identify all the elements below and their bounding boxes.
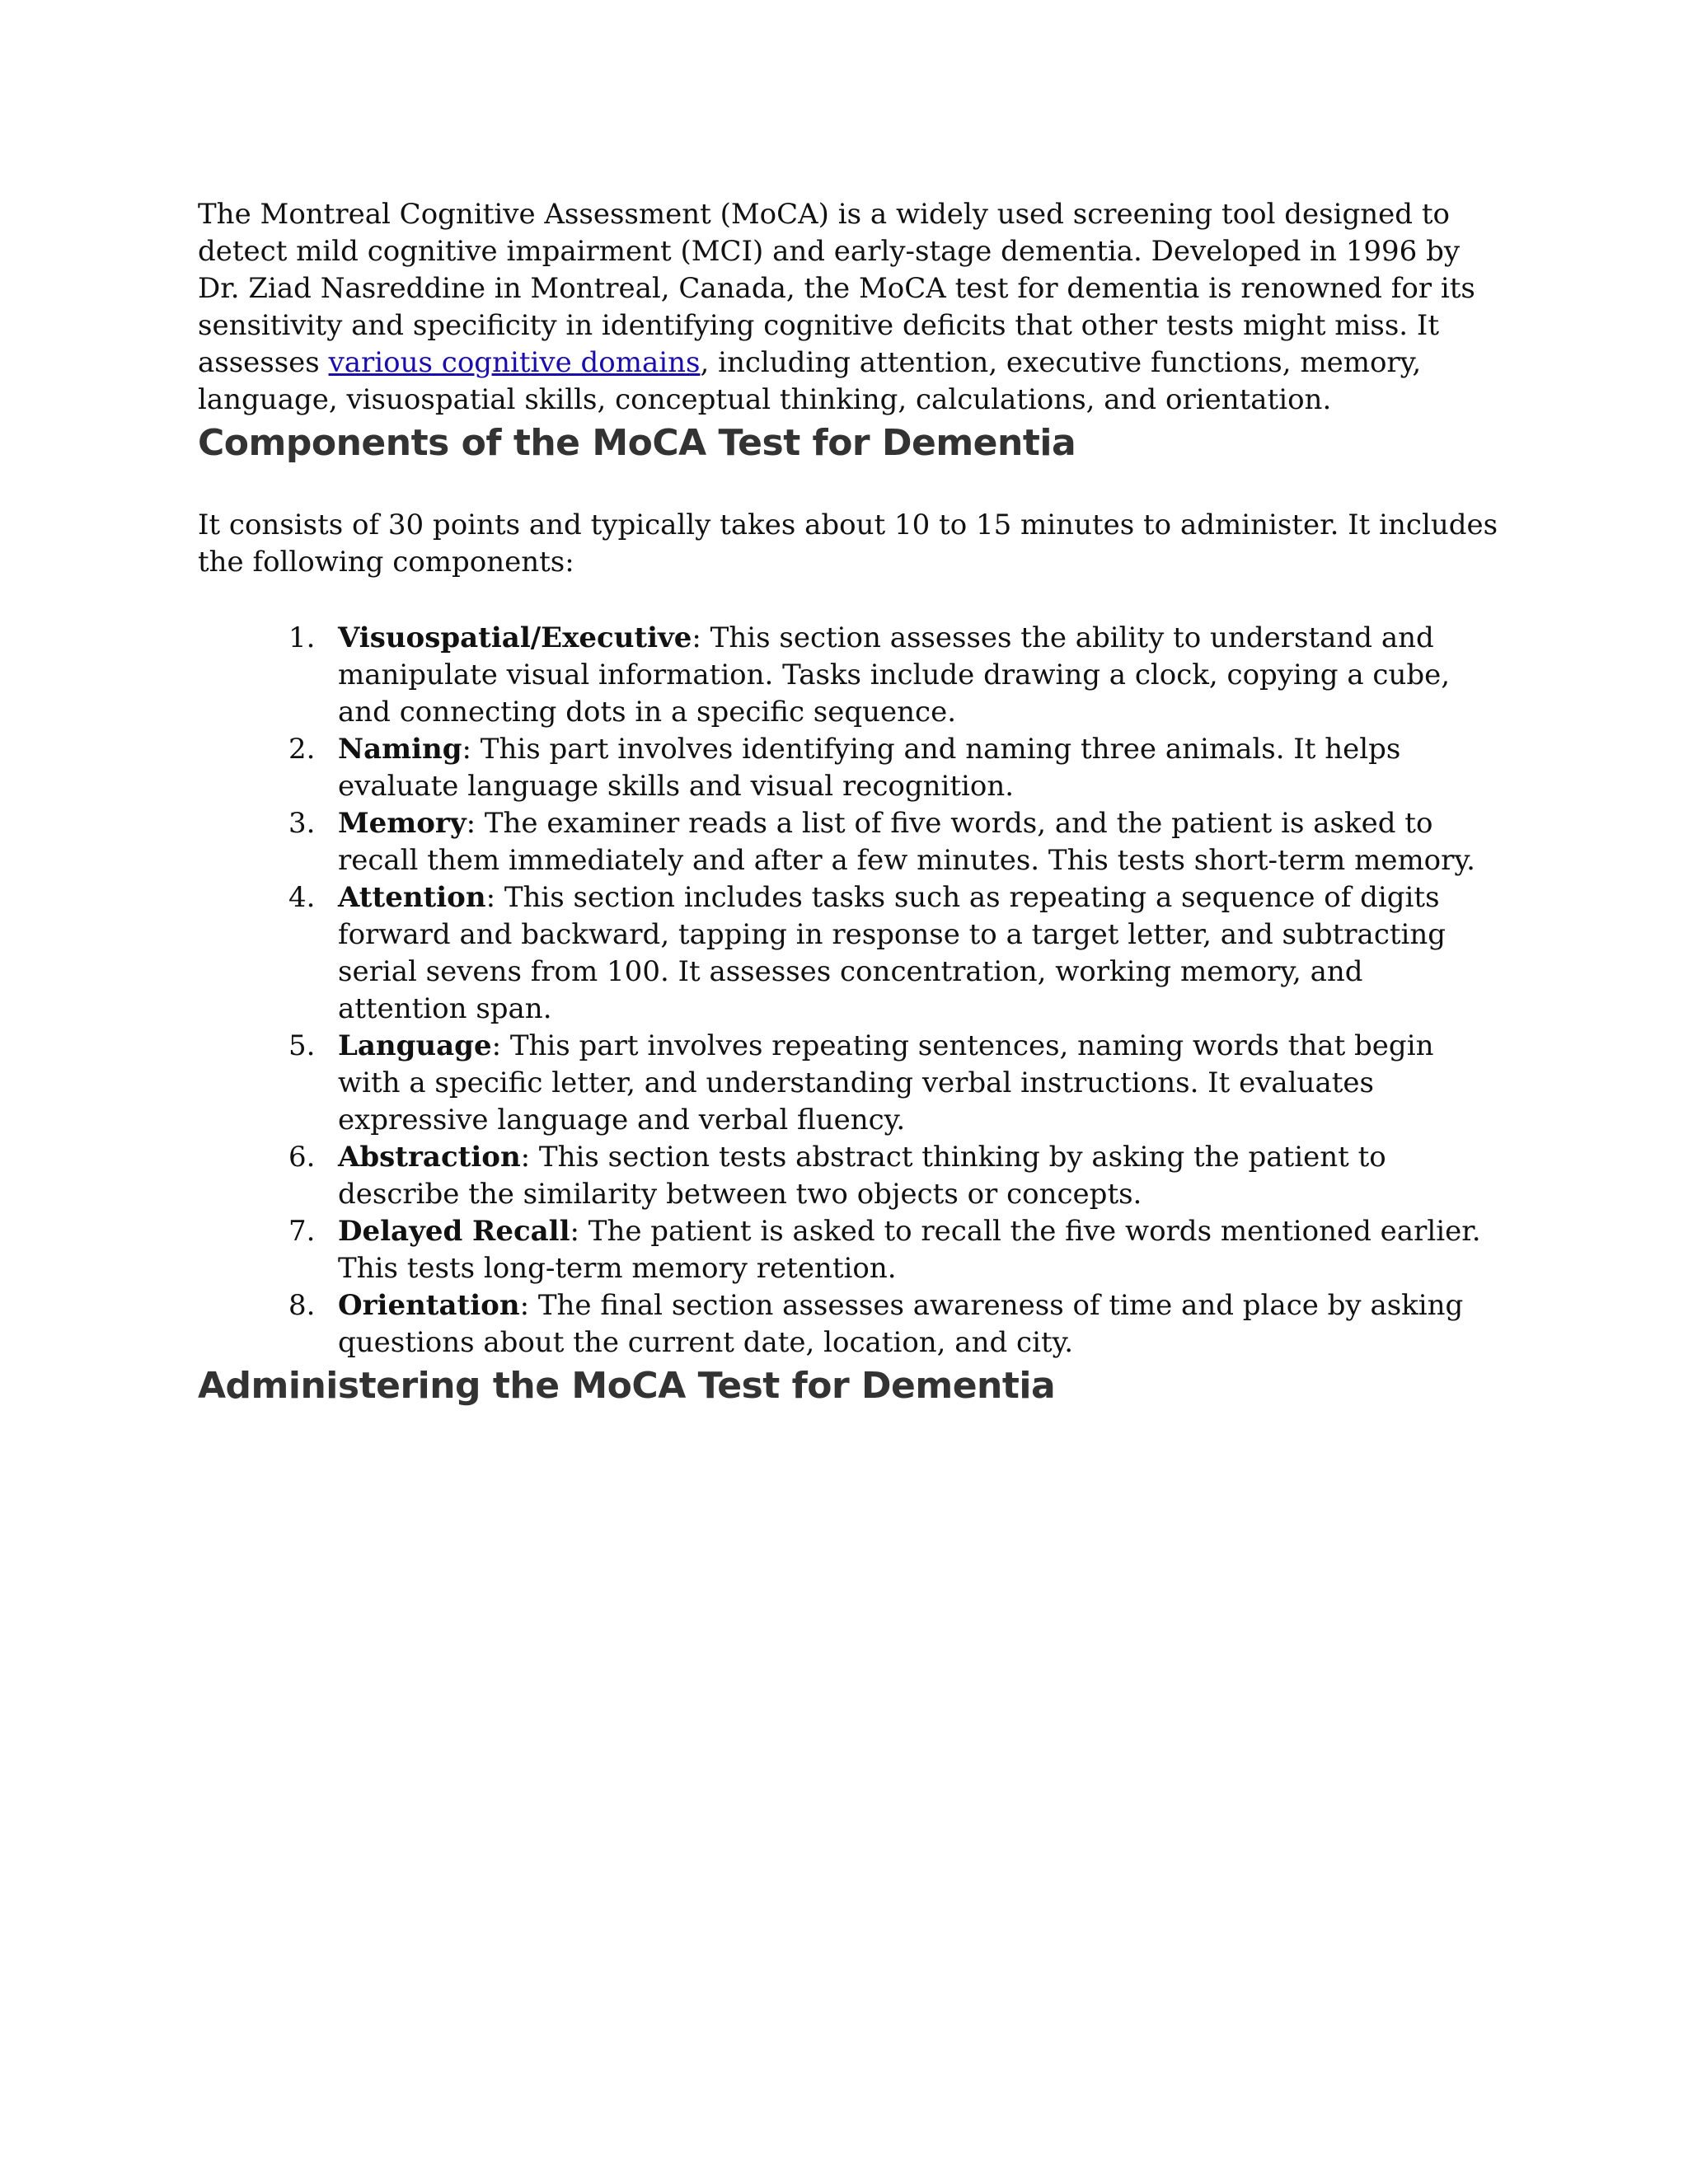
list-item-number: 6. — [288, 1141, 316, 1174]
list-item — [198, 1028, 1500, 1139]
list-item-term: Abstraction — [338, 1141, 521, 1174]
components-list — [198, 620, 1500, 1361]
list-item — [198, 1213, 1500, 1287]
list-item-text: : The examiner reads a list of five words, and the patient is asked to recall them immediately and after a few minutes. This tests short-term memory. — [338, 807, 1475, 877]
list-item-text: : This section assesses the ability to understand and manipulate visual information. Tasks include drawing a clock, copying a cube, and connecting dots in a specific sequence. — [338, 621, 1451, 729]
list-item — [198, 805, 1500, 879]
list-item-term: Visuospatial/Executive — [338, 621, 692, 654]
list-item-term: Attention — [338, 881, 486, 914]
list-item-text: : The patient is asked to recall the five words mentioned earlier. This tests long-term memory retention. — [338, 1215, 1481, 1285]
components-intro-paragraph: It consists of 30 points and typically takes about 10 to 15 minutes to administer. It includes the following components: — [198, 509, 1498, 579]
list-item-term: Delayed Recall — [338, 1215, 570, 1248]
list-item-number: 4. — [288, 881, 316, 914]
list-item — [198, 1139, 1500, 1213]
list-item-number: 8. — [288, 1289, 316, 1322]
various-cognitive-domains-link[interactable]: various cognitive domains — [328, 346, 701, 379]
list-item-term: Orientation — [338, 1289, 520, 1322]
list-item — [198, 731, 1500, 805]
list-item — [198, 620, 1500, 731]
list-item-number: 3. — [288, 807, 316, 840]
list-item-term: Naming — [338, 733, 462, 766]
list-item-number: 2. — [288, 733, 316, 766]
list-item-number: 7. — [288, 1215, 316, 1248]
intro-text-before-link: The Montreal Cognitive Assessment (MoCA) is a widely used screening tool designed to detect mild cognitive impairment (MCI) and early-stage dementia. Developed in 1996 by Dr. Ziad Nasreddine in Montreal, Canada, the MoCA test for dementia is renowned for its sensitivity and specificity in identifying cognitive deficits that other tests might miss. It assesses — [198, 198, 1475, 379]
list-item-term: Memory — [338, 807, 467, 840]
list-item — [198, 1287, 1500, 1361]
document-page — [198, 196, 1500, 1411]
list-item-text: : This part involves repeating sentences, naming words that begin with a specific letter, and understanding verbal instructions. It evaluates expressive language and verbal fluency. — [338, 1029, 1434, 1137]
list-item-term: Language — [338, 1029, 492, 1062]
intro-paragraph — [198, 196, 1500, 419]
list-item-text: : This section includes tasks such as repeating a sequence of digits forward and backward, tapping in response to a target letter, and subtracting serial sevens from 100. It assesses concentration, working memory, and attention span. — [338, 881, 1447, 1025]
list-item-text: : The final section assesses awareness of time and place by asking questions about the current date, location, and city. — [338, 1289, 1464, 1359]
intro-text-after-link: , including attention, executive functions, memory, language, visuospatial skills, conceptual thinking, calculations, and orientation. — [198, 346, 1422, 416]
list-item — [198, 879, 1500, 1028]
list-item-text: : This section tests abstract thinking by asking the patient to describe the similarity between two objects or concepts. — [338, 1141, 1386, 1211]
components-heading: Components of the MoCA Test for Dementia — [198, 422, 1076, 464]
list-item-number: 5. — [288, 1029, 316, 1062]
list-item-text: : This part involves identifying and naming three animals. It helps evaluate language skills and visual recognition. — [338, 733, 1401, 803]
list-item-number: 1. — [288, 621, 316, 654]
administering-heading: Administering the MoCA Test for Dementia — [198, 1365, 1056, 1407]
